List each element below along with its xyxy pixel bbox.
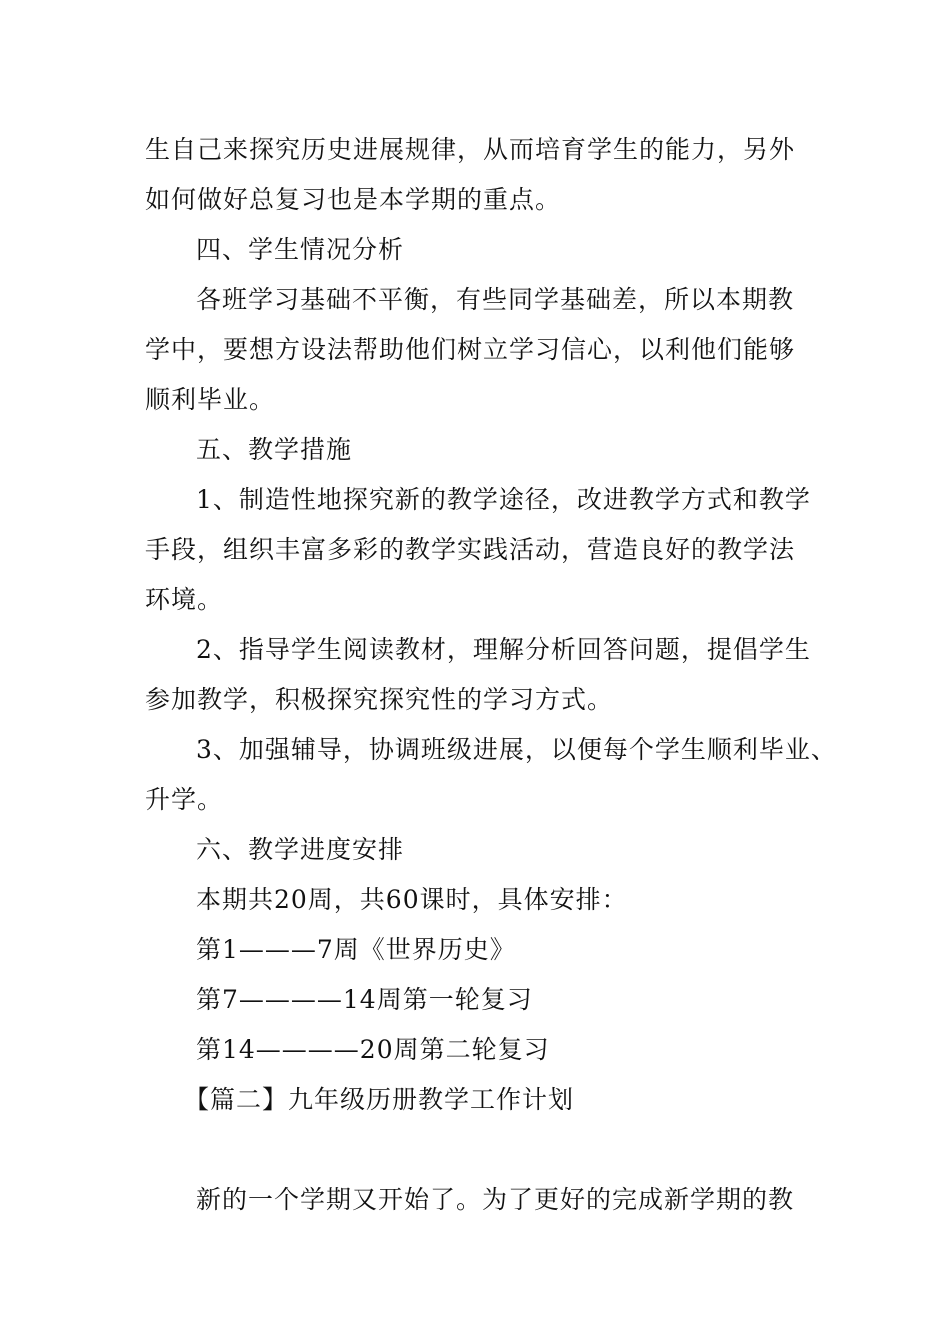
- paragraph-line: 各班学习基础不平衡，有些同学基础差，所以本期教: [196, 285, 795, 314]
- paragraph-line: 生自己来探究历史进展规律，从而培育学生的能力，另外: [145, 135, 796, 164]
- schedule-line: 第1———7周《世界历史》: [196, 935, 516, 964]
- paragraph-line: 本期共20周，共60课时，具体安排：: [196, 885, 628, 914]
- section-heading: 五、教学措施: [196, 435, 353, 464]
- schedule-line: 第14————20周第二轮复习: [196, 1035, 550, 1064]
- paragraph-line: 环境。: [145, 585, 224, 614]
- schedule-line: 第7————14周第一轮复习: [196, 985, 533, 1014]
- section-heading: 四、学生情况分析: [196, 235, 405, 264]
- paragraph-line: 学中，要想方设法帮助他们树立学习信心，以利他们能够: [145, 335, 796, 364]
- paragraph-line: 3、加强辅导，协调班级进展，以便每个学生顺利毕业、: [196, 735, 837, 764]
- paragraph-line: 如何做好总复习也是本学期的重点。: [145, 185, 562, 214]
- paragraph-line: 1、制造性地探究新的教学途径，改进教学方式和教学: [196, 485, 811, 514]
- paragraph-line: 新的一个学期又开始了。为了更好的完成新学期的教: [196, 1185, 795, 1214]
- paragraph-line: 手段，组织丰富多彩的教学实践活动，营造良好的教学法: [145, 535, 796, 564]
- paragraph-line: 2、指导学生阅读教材，理解分析回答问题，提倡学生: [196, 635, 811, 664]
- paragraph-line: 升学。: [145, 785, 224, 814]
- paragraph-line: 顺利毕业。: [145, 385, 276, 414]
- chapter-title: 【篇二】九年级历册教学工作计划: [184, 1085, 575, 1114]
- paragraph-line: 参加教学，积极探究探究性的学习方式。: [145, 685, 614, 714]
- section-heading: 六、教学进度安排: [196, 835, 405, 864]
